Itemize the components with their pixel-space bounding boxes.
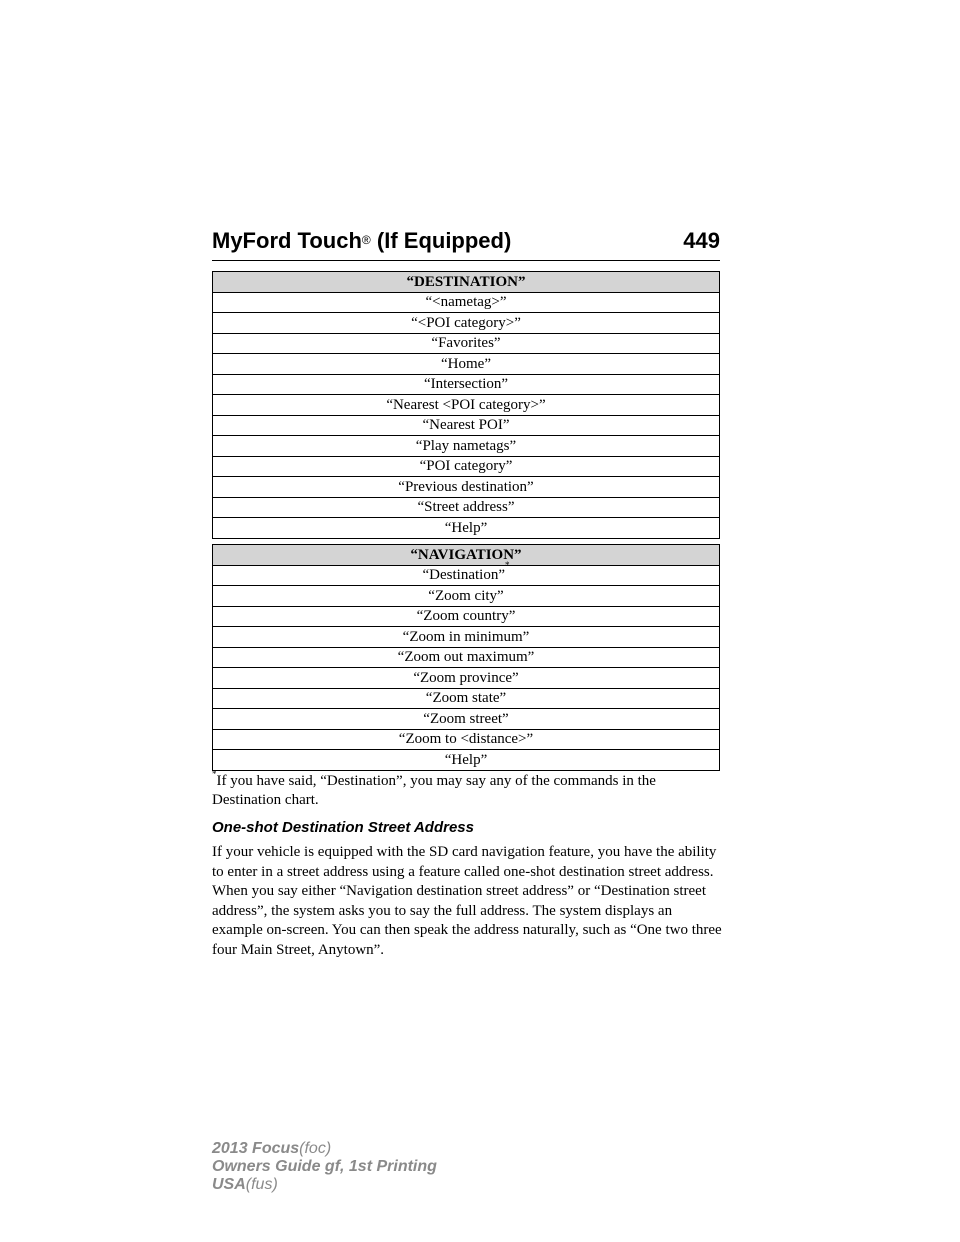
table-cell: “Zoom state” (213, 688, 720, 709)
page-number: 449 (683, 228, 720, 253)
footnote-mark: * (504, 560, 510, 571)
table-row (213, 333, 720, 354)
chapter-title-text: MyFord Touch (212, 228, 362, 253)
table-row (213, 750, 720, 771)
chapter-title (212, 228, 511, 254)
table-row (213, 354, 720, 375)
table-row (213, 395, 720, 416)
table-row (213, 292, 720, 313)
destination-table-body (213, 292, 720, 538)
navigation-table-body (213, 560, 720, 770)
table-row (213, 518, 720, 539)
table-cell (213, 560, 720, 586)
table-cell: “Nearest POI” (213, 415, 720, 436)
table-row (213, 565, 720, 586)
table-cell: “Zoom country” (213, 606, 720, 627)
table-cell: “Previous destination” (213, 477, 720, 498)
footnote-text: If you have said, “Destination”, you may say any of the commands in the Destination chart. (212, 773, 656, 808)
table-row (213, 647, 720, 668)
table-cell: “Zoom in minimum” (213, 627, 720, 648)
table-cell: “Help” (213, 750, 720, 771)
table-cell: “Home” (213, 354, 720, 375)
table-row (213, 456, 720, 477)
footer-line-3 (212, 1176, 437, 1194)
footnote (212, 769, 722, 810)
table-cell: “POI category” (213, 456, 720, 477)
table-row (213, 627, 720, 648)
table-row (213, 313, 720, 334)
section-title: One-shot Destination Street Address (212, 819, 474, 836)
table-row (213, 415, 720, 436)
command-text: “Destination” (422, 567, 505, 584)
table-row (213, 668, 720, 689)
footer-market-code: (fus) (245, 1176, 278, 1193)
table-cell: “Street address” (213, 497, 720, 518)
table-cell: “Zoom province” (213, 668, 720, 689)
table-row (213, 606, 720, 627)
registered-mark: ® (361, 233, 371, 247)
table-row (213, 729, 720, 750)
table-cell: “Favorites” (213, 333, 720, 354)
footer-line-2: Owners Guide gf, 1st Printing (212, 1158, 437, 1175)
table-row (213, 374, 720, 395)
table-cell: “Help” (213, 518, 720, 539)
table-row (213, 497, 720, 518)
table-cell: “Play nametags” (213, 436, 720, 457)
navigation-heading: “NAVIGATION” (213, 545, 720, 566)
destination-heading: “DESTINATION” (213, 272, 720, 293)
footer-line-1 (212, 1140, 437, 1158)
table-cell: “Zoom out maximum” (213, 647, 720, 668)
table-row (213, 688, 720, 709)
page-footer (212, 1140, 437, 1194)
table-cell: “Nearest <POI category>” (213, 395, 720, 416)
page-header (212, 228, 720, 264)
table-cell: “Zoom street” (213, 709, 720, 730)
table-row (213, 709, 720, 730)
navigation-commands-table (212, 544, 720, 771)
body-paragraph: If your vehicle is equipped with the SD card navigation feature, you have the ability to enter in a street address using a feature called one-shot destination street address. When you say either “Navigation destination street address” or “Destination street address”, the system asks you to say the full address. The system displays an example on-screen. You can then speak the address naturally, such as “One two three four Main Street, Anytown”. (212, 844, 722, 958)
table-row (213, 477, 720, 498)
header-rule (212, 260, 720, 261)
table-row (213, 586, 720, 607)
table-header-row (213, 272, 720, 293)
footer-model-code: (foc) (299, 1140, 332, 1157)
table-cell: “Zoom city” (213, 586, 720, 607)
chapter-title-suffix: (If Equipped) (376, 228, 512, 253)
destination-commands-table (212, 271, 720, 539)
table-header-row (213, 545, 720, 566)
footnote-mark: * (212, 769, 217, 779)
table-cell: “<POI category>” (213, 313, 720, 334)
table-row (213, 436, 720, 457)
table-cell: “Intersection” (213, 374, 720, 395)
table-cell: “Zoom to <distance>” (213, 729, 720, 750)
footer-model: 2013 Focus (212, 1140, 300, 1157)
footer-market: USA (212, 1176, 246, 1193)
table-cell: “<nametag>” (213, 292, 720, 313)
